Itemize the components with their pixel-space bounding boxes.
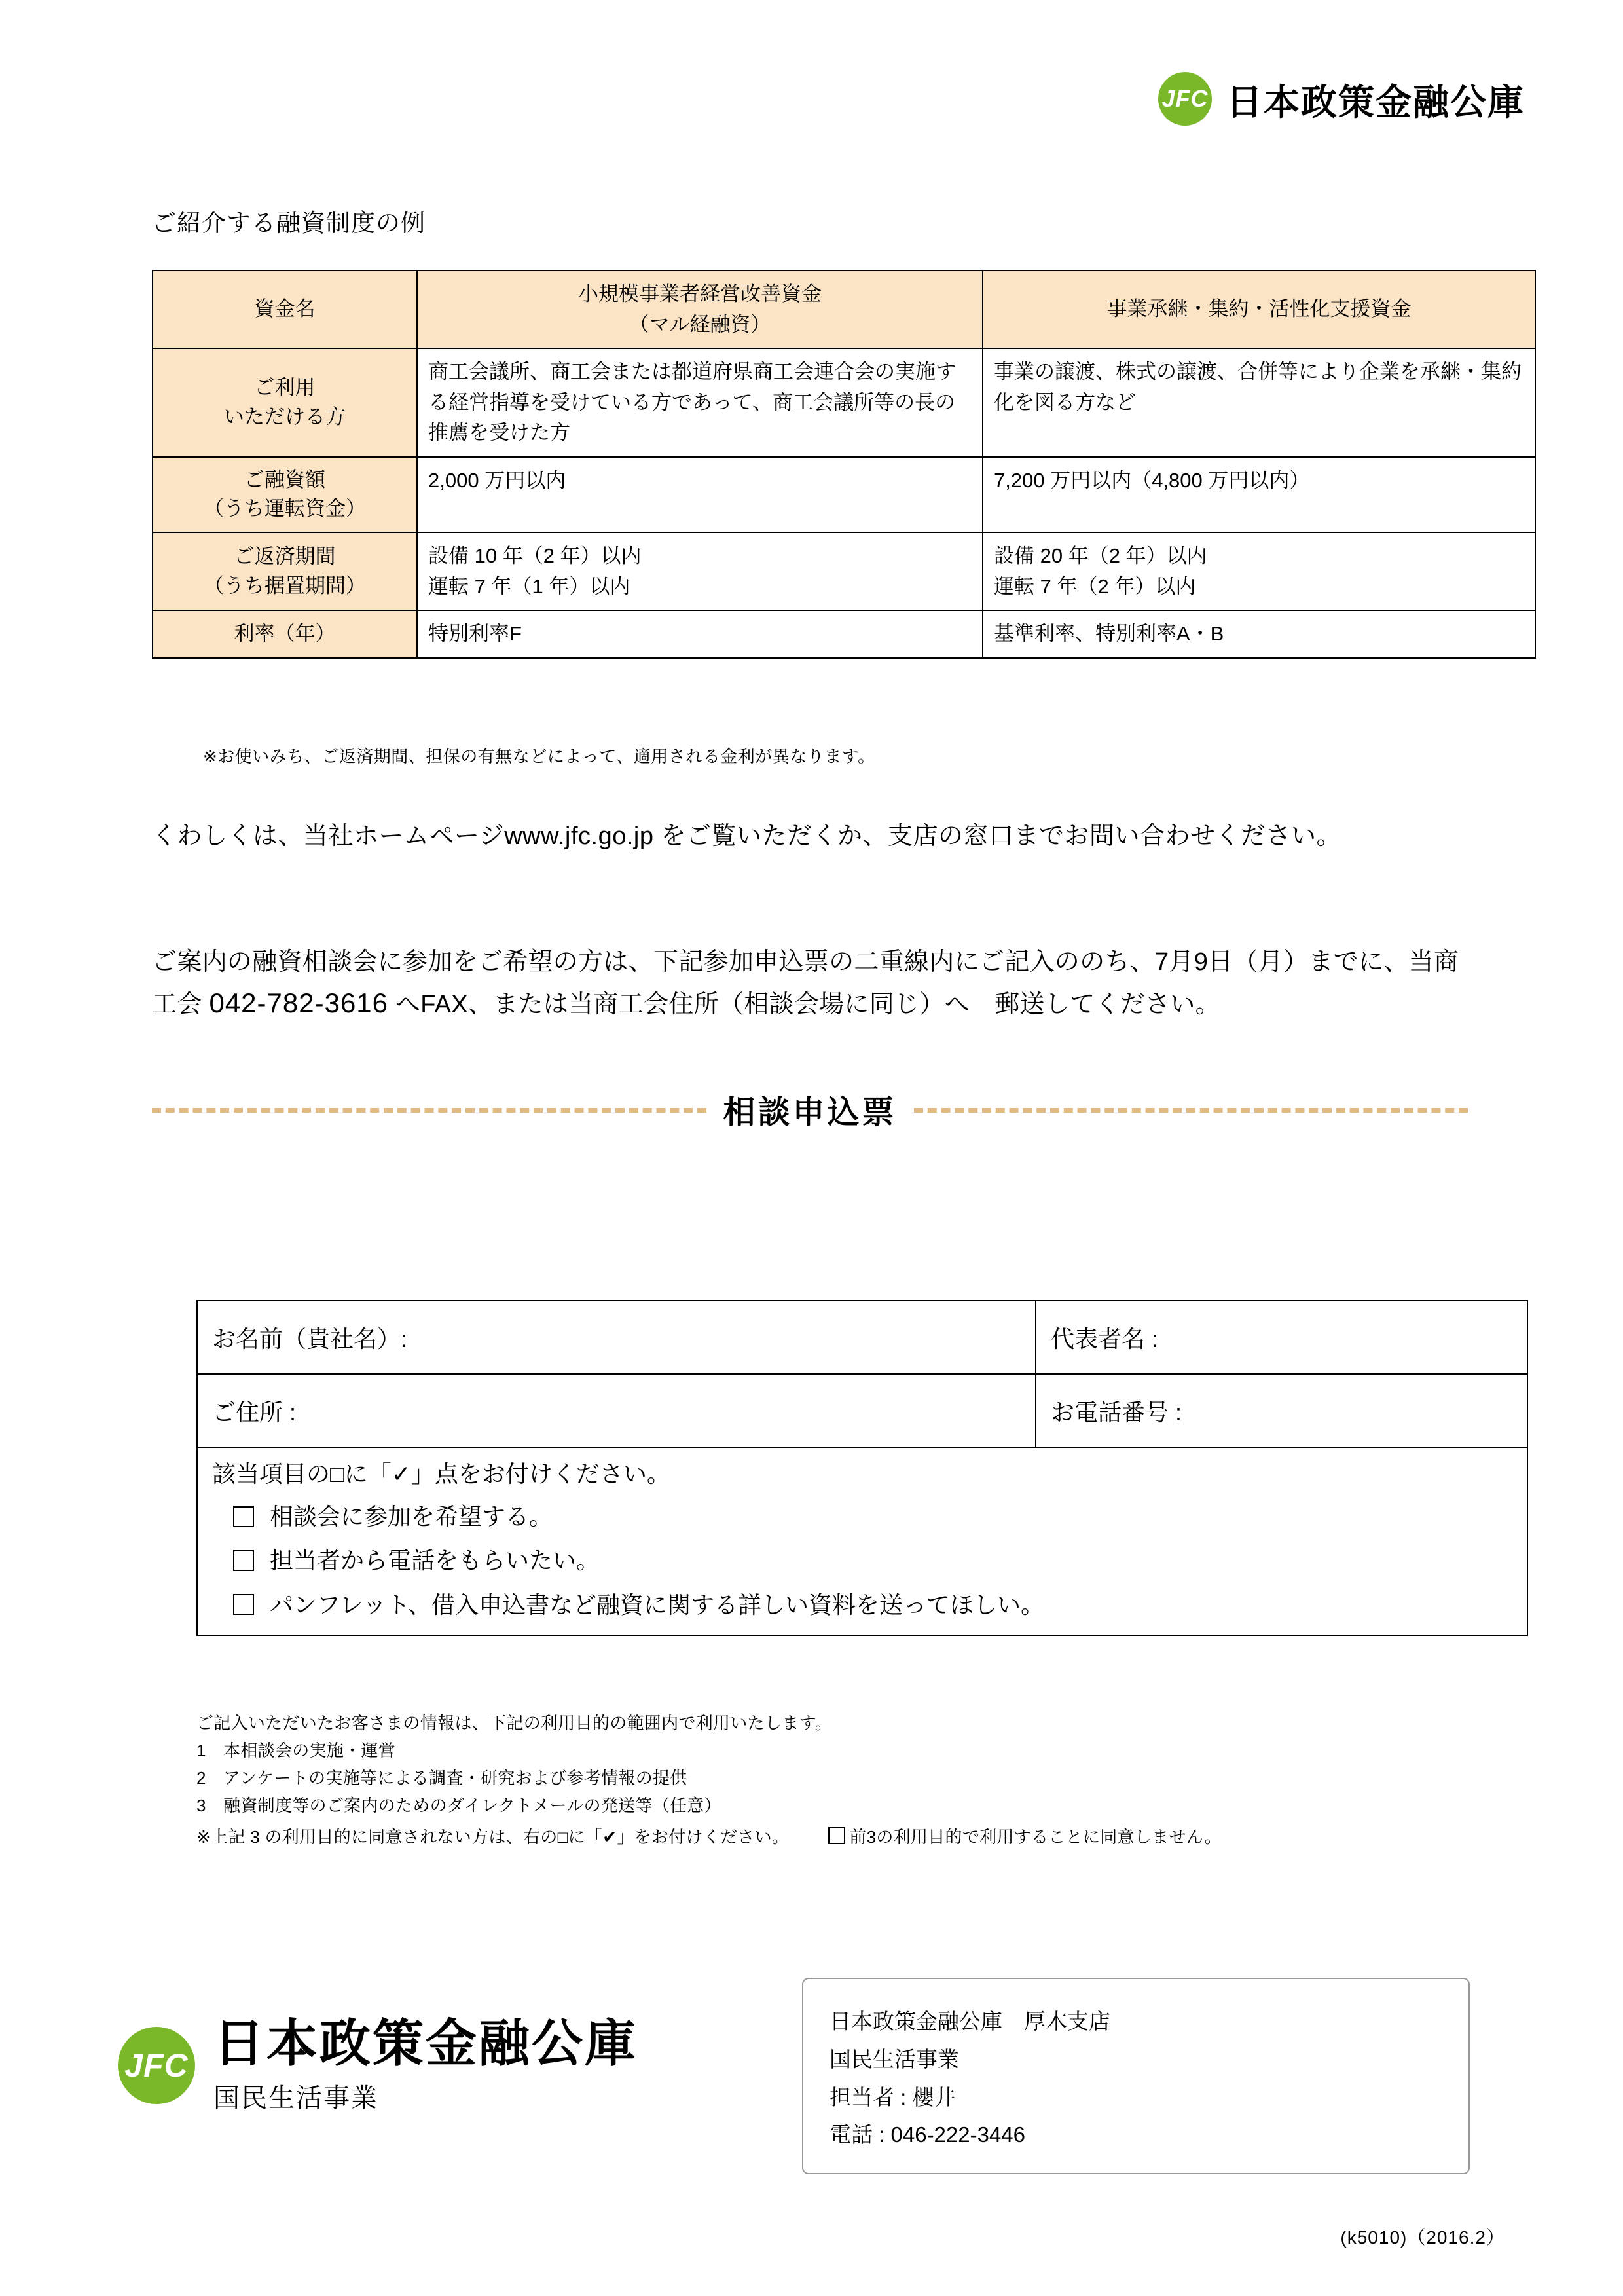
- table-header-maruke-line2: （マル経融資）: [629, 312, 771, 336]
- fax-instruction-part2: へFAX、または当商工会住所（相談会場に同じ）へ 郵送してください。: [388, 990, 1220, 1018]
- cell-term-maruke-line2: 運転 7 年（1 年）以内: [428, 574, 630, 598]
- privacy-consent-option-label: 前3の利用目的で利用することに同意しません。: [849, 1827, 1222, 1847]
- row-label-rate: 利率（年）: [153, 610, 417, 658]
- section-divider: [152, 1087, 1468, 1133]
- application-form-table: [196, 1300, 1528, 1636]
- cell-term-maruke: [417, 532, 983, 610]
- footer-division: 国民生活事業: [213, 2083, 378, 2113]
- row-label-amount-line1: ご融資額: [244, 468, 325, 491]
- table-row-term: [153, 532, 1535, 610]
- fax-instruction-part1: ご案内の融資相談会に参加をご希望の方は、下記参加申込票の二重線内にご記入ののち、7月9日（月）までに、当商工会: [152, 948, 1459, 1018]
- cell-amount-maruke: 2,000 万円以内: [417, 457, 983, 533]
- row-label-eligibility: [153, 348, 417, 457]
- form-row-checkboxes: [197, 1447, 1527, 1635]
- cell-eligibility-maruke: 商工会議所、商工会または都道府県商工会連合会の実施する経営指導を受けている方であって、商工会議所等の長の推薦を受けた方: [417, 348, 983, 457]
- jfc-logo-text: JFC: [1161, 85, 1209, 112]
- form-row-name: [197, 1301, 1527, 1374]
- privacy-consent-row: [196, 1823, 1473, 1851]
- branch-phone: 電話 : 046-222-3446: [830, 2122, 1026, 2147]
- privacy-lead: ご記入いただいたお客さまの情報は、下記の利用目的の範囲内で利用いたします。: [196, 1713, 833, 1733]
- footer-name-block: [213, 2014, 638, 2115]
- checkbox-icon[interactable]: [233, 1594, 254, 1615]
- branch-name: 日本政策金融公庫 厚木支店: [830, 2009, 1110, 2033]
- checkbox-option-attend-label: 相談会に参加を希望する。: [270, 1503, 553, 1530]
- table-row-amount: [153, 457, 1535, 533]
- branch-contact-person: 担当者 : 櫻井: [830, 2084, 956, 2109]
- document-code: (k5010)（2016.2）: [1340, 2227, 1505, 2248]
- field-company-name[interactable]: お名前（貴社名）:: [197, 1301, 1036, 1374]
- checkbox-option-callback[interactable]: [233, 1546, 1512, 1574]
- jfc-logo-icon: [118, 2027, 195, 2104]
- checkbox-option-materials-label: パンフレット、借入申込書など融資に関する詳しい資料を送ってほしい。: [270, 1591, 1044, 1618]
- field-representative-name[interactable]: 代表者名 :: [1036, 1301, 1527, 1374]
- fax-instruction-paragraph: [152, 943, 1481, 1024]
- table-header-maruke-line1: 小規模事業者経営改善資金: [578, 282, 822, 305]
- privacy-item-3: 3 融資制度等のご案内のためのダイレクトメールの発送等（任意）: [196, 1796, 721, 1816]
- field-phone[interactable]: お電話番号 :: [1036, 1374, 1527, 1447]
- checkbox-instruction: 該当項目の□に「✓」点をお付けください。: [212, 1460, 670, 1487]
- form-row-address: [197, 1374, 1527, 1447]
- table-header-fund-name: 資金名: [153, 270, 417, 348]
- branch-division: 国民生活事業: [830, 2046, 959, 2071]
- privacy-consent-option[interactable]: [828, 1823, 1222, 1851]
- table-header-maruke: [417, 270, 983, 348]
- page-title: ご紹介する融資制度の例: [152, 210, 426, 236]
- fax-number: 042-782-3616: [209, 987, 389, 1018]
- row-label-eligibility-line2: いただける方: [224, 405, 346, 428]
- form-section-title: 相談申込票: [723, 1095, 897, 1130]
- checkbox-group: [197, 1447, 1527, 1635]
- privacy-item-2: 2 アンケートの実施等による調査・研究および参考情報の提供: [196, 1768, 687, 1788]
- cell-eligibility-succession: 事業の譲渡、株式の譲渡、合併等により企業を承継・集約化を図る方など: [983, 348, 1535, 457]
- privacy-consent-instruction: ※上記 3 の利用目的に同意されない方は、右の□に「✔」をお付けください。: [196, 1827, 790, 1847]
- table-footnote: ※お使いみち、ご返済期間、担保の有無などによって、適用される金利が異なります。: [203, 747, 875, 766]
- footer-logo: [118, 2014, 638, 2115]
- checkbox-option-callback-label: 担当者から電話をもらいたい。: [270, 1547, 600, 1574]
- checkbox-option-materials[interactable]: [233, 1591, 1512, 1619]
- cell-term-succession-line2: 運転 7 年（2 年）以内: [994, 574, 1196, 598]
- row-label-term: [153, 532, 417, 610]
- field-address[interactable]: ご住所 :: [197, 1374, 1036, 1447]
- table-header-row: [153, 270, 1535, 348]
- checkbox-icon[interactable]: [828, 1827, 845, 1844]
- privacy-notice: [196, 1709, 1473, 1851]
- row-label-term-line2: （うち据置期間）: [204, 574, 366, 597]
- jfc-logo-icon: [1158, 72, 1212, 126]
- header-logo: [1158, 72, 1525, 126]
- cell-term-maruke-line1: 設備 10 年（2 年）以内: [428, 544, 642, 568]
- row-label-term-line1: ご返済期間: [234, 544, 336, 568]
- row-label-amount-line2: （うち運転資金）: [204, 497, 366, 521]
- checkbox-icon[interactable]: [233, 1550, 254, 1571]
- row-label-eligibility-line1: ご利用: [254, 375, 316, 399]
- table-header-succession: 事業承継・集約・活性化支援資金: [983, 270, 1535, 348]
- table-row-eligibility: [153, 348, 1535, 457]
- privacy-item-1: 1 本相談会の実施・運営: [196, 1741, 396, 1761]
- loan-scheme-table: [152, 270, 1536, 659]
- website-paragraph: くわしくは、当社ホームページwww.jfc.go.jp をご覧いただくか、支店の窓口までお問い合わせください。: [152, 823, 1342, 850]
- footer-logo-text: JFC: [124, 2047, 189, 2084]
- cell-term-succession: [983, 532, 1535, 610]
- row-label-amount: [153, 457, 417, 533]
- footer-company-name: 日本政策金融公庫: [213, 2014, 638, 2072]
- header-company-name: 日本政策金融公庫: [1226, 81, 1525, 122]
- branch-contact-box: [802, 1978, 1470, 2174]
- divider-dash-left: [152, 1108, 706, 1113]
- cell-term-succession-line1: 設備 20 年（2 年）以内: [994, 544, 1207, 568]
- divider-dash-right: [914, 1108, 1468, 1113]
- cell-rate-maruke: 特別利率F: [417, 610, 983, 658]
- checkbox-option-attend[interactable]: [233, 1502, 1512, 1530]
- cell-rate-succession: 基準利率、特別利率A・B: [983, 610, 1535, 658]
- table-row-rate: [153, 610, 1535, 658]
- cell-amount-succession: 7,200 万円以内（4,800 万円以内）: [983, 457, 1535, 533]
- checkbox-icon[interactable]: [233, 1506, 254, 1527]
